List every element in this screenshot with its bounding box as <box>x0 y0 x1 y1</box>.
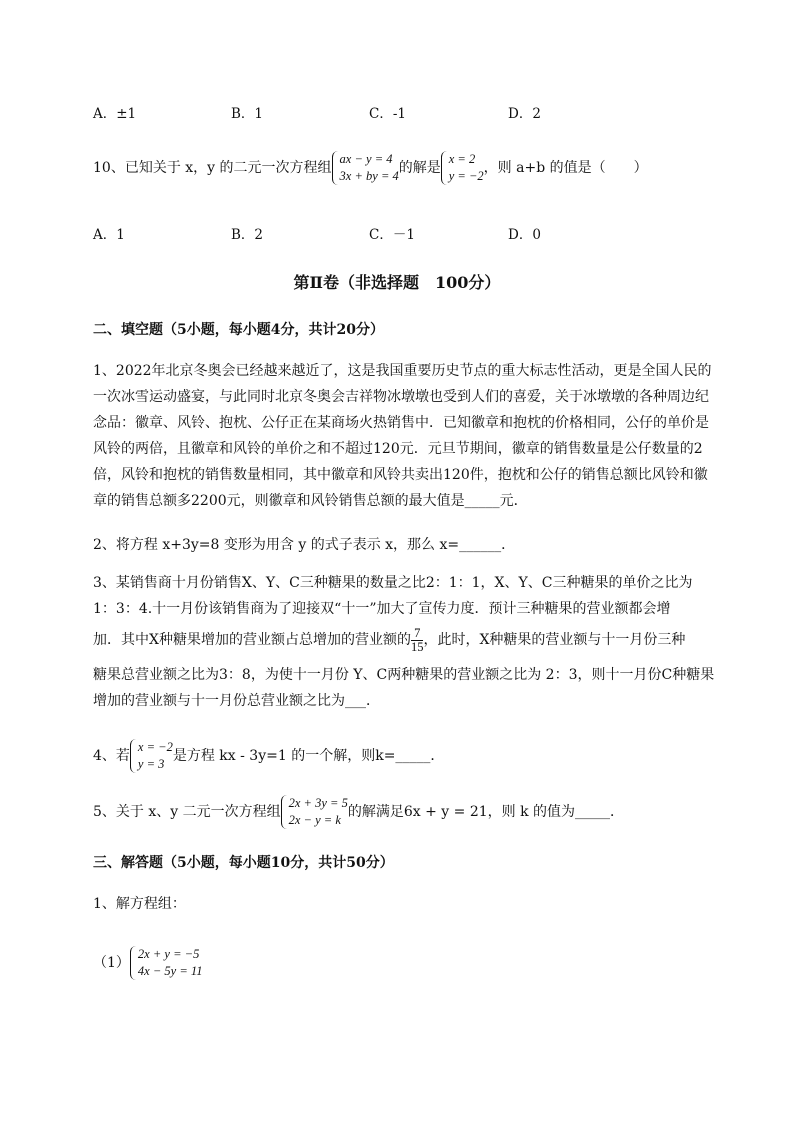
q10-mid: 的解是 <box>398 160 441 176</box>
q10-prefix: 10、已知关于 x，y 的二元一次方程组 <box>93 160 332 176</box>
fill5-suffix: 的解满足6x + y = 21，则 k 的值为_____． <box>347 804 625 820</box>
q10-eq-2: 3x + by = 4 <box>339 169 399 183</box>
fill4-eq-2: y = 3 <box>137 757 165 771</box>
solve-question-1: 1、解方程组： <box>93 896 186 912</box>
question-10 <box>93 147 648 189</box>
q9-option-d: D．2 <box>508 106 541 122</box>
fraction-denominator: 15 <box>410 639 424 654</box>
q10-sol-y: y = −2 <box>448 169 484 183</box>
fill1-line: 倍，风铃和抱枕的销售数量相同，其中徽章和风铃共卖出120件，抱枕和公仔的销售总额比风铃和徽 <box>93 467 708 483</box>
left-brace-icon <box>130 946 137 980</box>
q10-suffix: ，则 a+b 的值是（ ） <box>483 160 648 176</box>
q10-eq-1: ax − y = 4 <box>339 152 393 166</box>
fill-question-2: 2、将方程 x+3y=8 变形为用含 y 的式子表示 x，那么 x=______． <box>93 537 516 553</box>
fill-section-title: 二、填空题（5小题，每小题4分，共计20分） <box>93 322 384 338</box>
fill-question-4 <box>93 735 444 777</box>
q10-option-a: A．1 <box>93 227 125 243</box>
solve-section-title: 三、解答题（5小题，每小题10分，共计50分） <box>93 855 394 871</box>
part-2-title: 第Ⅱ卷（非选择题 100分） <box>293 273 501 292</box>
fill1-line: 念品：徽章、风铃、抱枕、公仔正在某商场火热销售中．已知徽章和抱枕的价格相同，公仔的单价是 <box>93 415 709 431</box>
fill3-line-5: 增加的营业额与十一月份总营业额之比为___． <box>93 693 380 709</box>
fill1-line: 1、2022年北京冬奥会已经越来越近了，这是我国重要历史节点的重大标志性活动，更是全国人民的 <box>93 363 712 379</box>
q9-option-b: B．1 <box>231 106 264 122</box>
fill4-eq-1: x = −2 <box>137 740 173 754</box>
fill-question-1 <box>93 358 712 514</box>
fill-question-3 <box>93 570 714 714</box>
fill3-line-3-post: ，此时，X种糖果的营业额与十一月份三种 <box>423 632 686 648</box>
fill4-equation-system <box>130 739 173 773</box>
solve1-eq-1: 2x + y = −5 <box>137 947 200 961</box>
fill1-line: 风铃的两倍，且徽章和风铃的单价之和不超过120元．元旦节期间，徽章的销售数量是公仔数量的2 <box>93 441 703 457</box>
fraction <box>411 627 424 654</box>
fill5-prefix: 5、关于 x、y 二元一次方程组 <box>93 804 281 820</box>
left-brace-icon <box>332 151 339 185</box>
fill3-line-3 <box>93 622 714 658</box>
solve-question-1-part-1 <box>93 942 202 984</box>
part-label: （1） <box>93 955 130 971</box>
q9-option-c: C．-1 <box>369 106 406 122</box>
left-brace-icon <box>281 795 288 829</box>
fill1-line: 一次冰雪运动盛宴，与此同时北京冬奥会吉祥物冰墩墩也受到人们的喜爱，关于冰墩墩的各种周边纪 <box>93 389 709 405</box>
q9-option-a: A．±1 <box>93 106 137 122</box>
fraction-numerator: 7 <box>411 627 424 641</box>
fill1-line: 章的销售总额多2200元，则徽章和风铃销售总额的最大值是_____元． <box>93 493 528 509</box>
fill3-line-1: 3、某销售商十月份销售X、Y、C三种糖果的数量之比2：1：1，X、Y、C三种糖果的单价之比为 <box>93 575 693 591</box>
fill4-suffix: 是方程 kx - 3y=1 的一个解，则k=_____． <box>172 748 445 764</box>
fill3-line-3-pre: 加．其中X种糖果增加的营业额占总增加的营业额的 <box>93 632 411 648</box>
q10-option-c: C．－1 <box>369 227 415 243</box>
fill4-prefix: 4、若 <box>93 748 130 764</box>
fill3-line-4: 糖果总营业额之比为3：8，为使十一月份 Y、C两种糖果的营业额之比为 2：3，则十一月份C种糖果 <box>93 667 715 683</box>
left-brace-icon <box>130 739 137 773</box>
q10-equation-system <box>332 151 399 185</box>
q10-option-d: D．0 <box>508 227 541 243</box>
fill3-line-2: 1：3：4.十一月份该销售商为了迎接双“十一”加大了宣传力度．预计三种糖果的营业额都会增 <box>93 601 671 617</box>
fill-question-5 <box>93 791 624 833</box>
solve1-eq-2: 4x − 5y = 11 <box>137 964 203 978</box>
q10-solution-system <box>441 151 484 185</box>
q10-sol-x: x = 2 <box>448 152 476 166</box>
fill5-equation-system <box>281 795 348 829</box>
q10-option-b: B．2 <box>231 227 264 243</box>
fill5-eq-2: 2x − y = k <box>288 813 341 827</box>
fill5-eq-1: 2x + 3y = 5 <box>288 796 348 810</box>
left-brace-icon <box>441 151 448 185</box>
solve1-equation-system <box>130 946 203 980</box>
